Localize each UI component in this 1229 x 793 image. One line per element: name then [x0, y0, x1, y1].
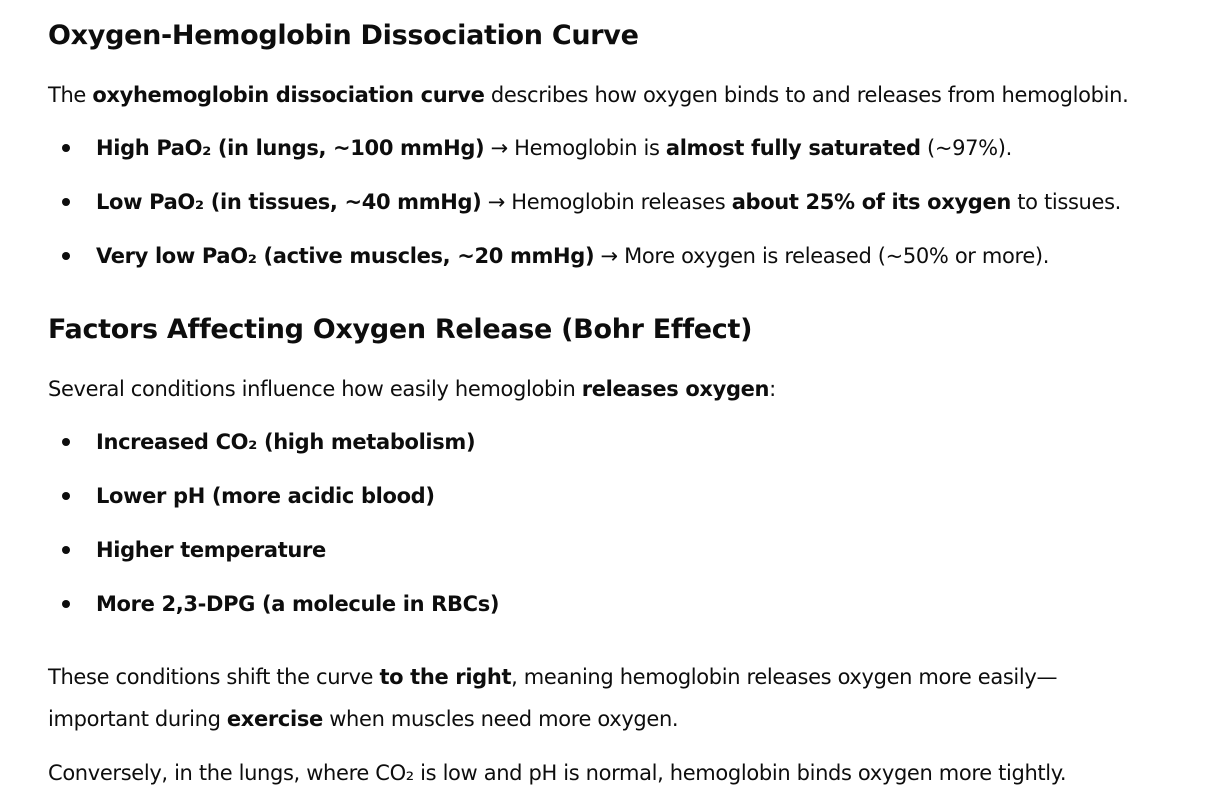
- list-item-bold: almost fully saturated: [665, 136, 921, 160]
- shift-bold: exercise: [226, 707, 323, 731]
- intro-text-post: describes how oxygen binds to and releases from hemoglobin.: [484, 83, 1129, 107]
- list-item-text: → Hemoglobin releases: [481, 190, 732, 214]
- bullet-icon: [62, 252, 70, 260]
- section-heading-bohr-effect: Factors Affecting Oxygen Release (Bohr Effect): [48, 314, 753, 345]
- list-item-bold: Low PaO₂ (in tissues, ~40 mmHg): [96, 190, 482, 214]
- section-heading-dissociation-curve: Oxygen-Hemoglobin Dissociation Curve: [48, 20, 639, 51]
- list-item-bold: Increased CO₂ (high metabolism): [96, 430, 476, 454]
- factors-intro-paragraph: [48, 368, 776, 410]
- factors-intro-bold: releases oxygen: [581, 377, 770, 401]
- list-item-bold: about 25% of its oxygen: [731, 190, 1011, 214]
- list-item: [96, 241, 1049, 271]
- factors-intro-text: :: [769, 377, 776, 401]
- shift-bold: to the right: [379, 665, 512, 689]
- conversely-paragraph: Conversely, in the lungs, where CO₂ is low and pH is normal, hemoglobin binds oxygen more tightly.: [48, 761, 1067, 785]
- list-item: [96, 535, 326, 565]
- bullet-icon: [62, 600, 70, 608]
- shift-text: when muscles need more oxygen.: [322, 707, 679, 731]
- list-item-bold: Lower pH (more acidic blood): [96, 484, 435, 508]
- list-item-bold: High PaO₂ (in lungs, ~100 mmHg): [96, 136, 485, 160]
- list-item: [96, 589, 499, 619]
- bullet-icon: [62, 492, 70, 500]
- list-item-text: (~97%).: [920, 136, 1012, 160]
- list-item: [96, 427, 475, 457]
- list-item-bold: Very low PaO₂ (active muscles, ~20 mmHg): [96, 244, 595, 268]
- shift-paragraph-line-1: [48, 656, 1057, 698]
- list-item: [96, 133, 1012, 163]
- list-item: [96, 481, 435, 511]
- list-item: [96, 187, 1121, 217]
- list-item-bold: Higher temperature: [96, 538, 326, 562]
- bullet-icon: [62, 546, 70, 554]
- bullet-icon: [62, 438, 70, 446]
- factors-intro-text: Several conditions influence how easily hemoglobin: [48, 377, 582, 401]
- intro-text-bold: oxyhemoglobin dissociation curve: [92, 83, 485, 107]
- list-item-text: to tissues.: [1010, 190, 1121, 214]
- intro-text-pre: The: [48, 83, 93, 107]
- bullet-icon: [62, 144, 70, 152]
- shift-text: , meaning hemoglobin releases oxygen more easily—: [511, 665, 1058, 689]
- shift-paragraph-line-2: [48, 698, 678, 740]
- shift-text: These conditions shift the curve: [48, 665, 380, 689]
- shift-text: important during: [48, 707, 227, 731]
- list-item-text: → Hemoglobin is: [484, 136, 666, 160]
- bullet-icon: [62, 198, 70, 206]
- list-item-bold: More 2,3-DPG (a molecule in RBCs): [96, 592, 500, 616]
- list-item-text: → More oxygen is released (~50% or more).: [594, 244, 1050, 268]
- intro-paragraph: [48, 74, 1128, 116]
